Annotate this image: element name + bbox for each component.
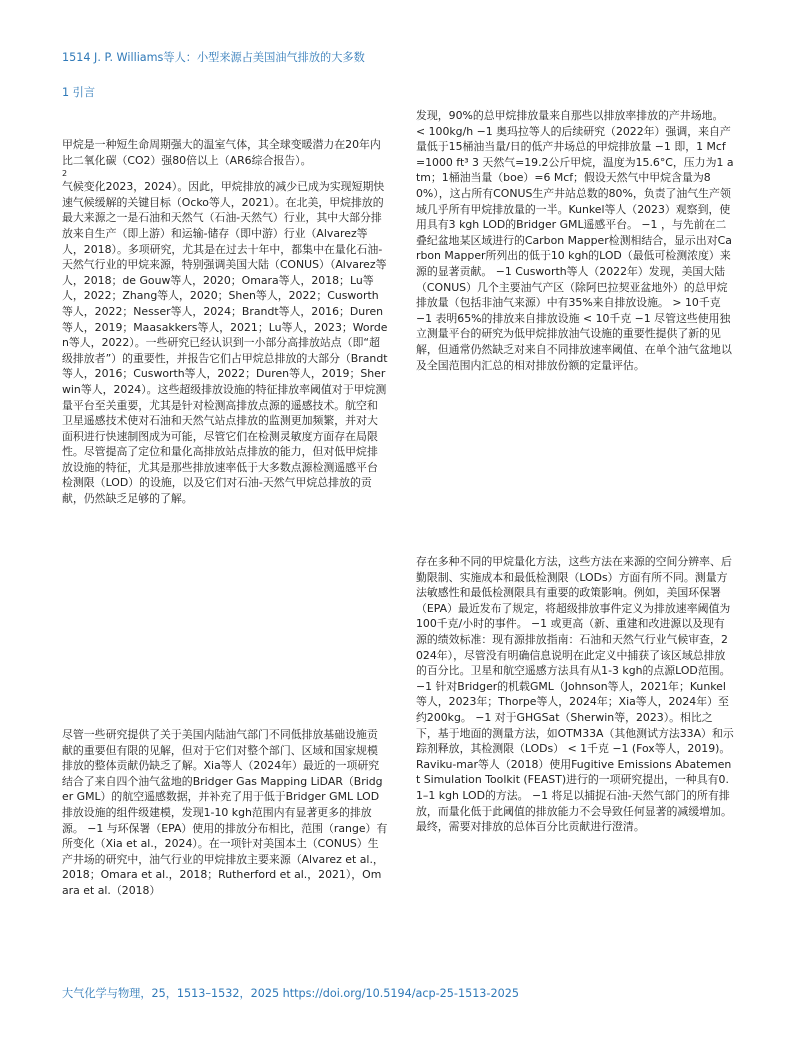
footnote-marker: 2 [62,169,68,179]
section-heading: 1 引言 [62,86,96,99]
right-column-top [416,108,734,373]
paragraph: 发现，90%的总甲烷排放量来自那些以排放率排放的产井场地。 < 100kg/h −1 奥玛拉等人的后续研究（2022年）强调，来自产量低于15桶油当量/日的低产井场总的甲烷排放量 −1 即，1 Mcf=1000 ft³ 3 天然气=19.2公斤甲烷，温度为15.6°C，压力为1 atm；1桶油当量（boe）=6 Mcf；假设天然气中甲烷含量为80%），这占所有CONUS生产井站总数的80%，负责了油气生产领域几乎所有甲烷排放量的一半。Kunkel等人（2023）观察到，使用具有3 kgh LOD的Bridger GML遥感平台。 −1 ，与先前在二叠纪盆地某区域进行的Carbon Mapper检测相结合，显示出对Carbon Mapper所列出的低于10 kgh的LOD（最低可检测浓度）来源的显著贡献。 −1 Cusworth等人（2022年）发现，美国大陆（CONUS）几个主要油气产区（除阿巴拉契亚盆地外）的总甲烷排放量（包括非油气来源）中有35%来自排放设施。 > 10千克 −1 表明65%的排放来自排放设施 < 10千克 −1 尽管这些使用独立测量平台的研究为低甲烷排放油气设施的重要性提供了新的见解，但通常仍然缺乏对来自不同排放速率阈值、在单个油气盆地以及全国范围内汇总的相对排放份额的定量评估。 [416,109,734,372]
right-column-bottom [416,554,734,835]
paragraph: 存在多种不同的甲烷量化方法，这些方法在来源的空间分辨率、后勤限制、实施成本和最低检测限（LODs）方面有所不同。测量方法敏感性和最低检测限具有重要的政策影响。例如，美国环保署（EPA）最近发布了规定，将超级排放事件定义为排放速率阈值为100千克/小时的事件。 −1 或更高（新、重建和改进源以及现有源的绩效标准：现有源排放指南：石油和天然气行业气候审查，2024年），尽管没有明确信息说明在此定义中捕获了该区域总排放的百分比。卫星和航空遥感方法具有从1-3 kgh的点源LOD范围。 −1 针对Bridger的机载GML（Johnson等人，2021年；Kunkel等人，2023年；Thorpe等人，2024年；Xia等人，2024年）至约200kg。 −1 对于GHGSat（Sherwin等，2023）。相比之下，基于地面的测量方法，如OTM33A（其他测试方法33A）和示踪剂释放，其检测限（LODs） < 1千克 −1 (Fox等人，2019)。Raviku-mar等人（2018）使用Fugitive Emissions Abatement Simulation Toolkit (FEAST)进行的一项研究提出，一种具有0.1–1 kgh LOD的方法。 −1 将足以捕捉石油-天然气部门的所有排放，而量化低于此阈值的排放能力不会导致任何显著的减缓增加。最终，需要对排放的总体百分比贡献进行澄清。 [416,555,734,834]
paragraph: 尽管一些研究提供了关于美国内陆油气部门不同低排放基础设施贡献的重要但有限的见解，但对于它们对整个部门、区域和国家规模排放的整体贡献仍缺乏了解。Xia等人（2024年）最近的一项研究结合了来自四个油气盆地的Bridger Gas Mapping LiDAR（Bridger GML）的航空遥感数据，并补充了用于低于Bridger GML LOD排放设施的组件级建模，发现1-10 kgh范围内有显著更多的排放源。 −1 与环保署（EPA）使用的排放分布相比，范围（range）有所变化（Xia et al.，2024）。在一项针对美国本土（CONUS）生产井场的研究中，油气行业的甲烷排放主要来源（Alvarez et al.，2018；Omara et al.，2018；Rutherford et al.，2021），Omara et al.（2018） [62,728,388,897]
running-head: 1514 J. P. Williams等人：小型来源占美国油气排放的大多数 [62,51,365,64]
left-column-top [62,137,388,507]
left-column-bottom [62,727,388,899]
journal-citation-footer: 大气化学与物理，25，1513–1532，2025 https://doi.org/10.5194/acp-25-1513-2025 [62,987,519,1000]
paragraph: 气候变化2023，2024）。因此，甲烷排放的减少已成为实现短期快速气候缓解的关键目标（Ocko等人，2021）。在北美，甲烷排放的最大来源之一是石油和天然气（石油-天然气）行业，其中大部分排放来自生产（即上游）和运输-储存（即中游）行业（Alvarez等人，2018）。多项研究，尤其是在过去十年中，都集中在量化石油-天然气行业的甲烷来源，特别强调美国大陆（CONUS）（Alvarez等人，2018；de Gouw等人，2020；Omara等人，2018；Lu等人，2022；Zhang等人，2020；Shen等人，2022；Cusworth等人，2022；Nesser等人，2024；Brandt等人，2016；Duren等人，2019；Maasakkers等人，2021；Lu等人，2023；Worden等人，2022）。一些研究已经认识到一小部分高排放站点（即“超级排放者”）的重要性，并报告它们占甲烷总排放的大部分（Brandt等人，2016；Cusworth等人，2022；Duren等人，2019；Sherwin等人，2024）。这些超级排放设施的特征排放率阈值对于甲烷测量平台至关重要，尤其是针对检测高排放点源的遥感技术。航空和卫星遥感技术使对石油和天然气站点排放的监测更加频繁，并对大面积进行快速制图成为可能，尽管它们在检测灵敏度方面存在局限性。尽管提高了定位和量化高排放站点排放的能力，但对低甲烷排放设施的特征，尤其是那些排放速率低于大多数点源检测遥感平台检测限（LOD）的设施，以及它们对石油-天然气甲烷总排放的贡献，仍然缺乏足够的了解。 [62,180,388,506]
paragraph: 甲烷是一种短生命周期强大的温室气体，其全球变暖潜力在20年内比二氧化碳（CO2）强80倍以上（AR6综合报告）。 [62,138,381,167]
